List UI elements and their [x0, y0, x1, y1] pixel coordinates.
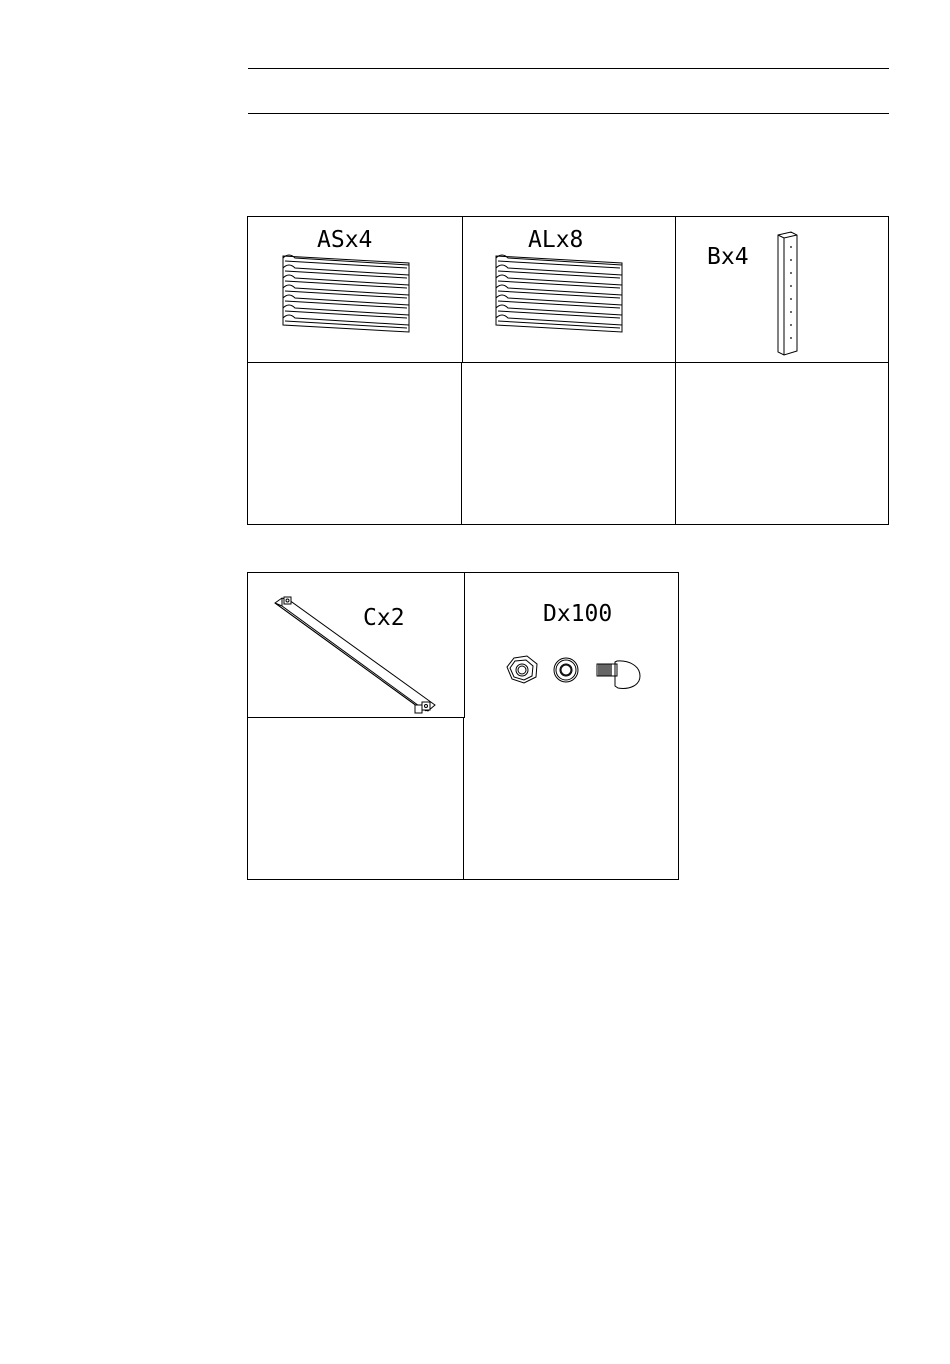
diagonal-bar-icon — [272, 595, 437, 719]
part-label-b: Bx4 — [707, 244, 749, 270]
part-cell-al — [462, 217, 675, 362]
part-label-c: Cx2 — [363, 605, 405, 631]
parts-table-2 — [247, 572, 679, 880]
part-notes-b — [676, 363, 888, 524]
corrugated-panel-long-icon — [494, 253, 624, 335]
header-rule-top — [248, 68, 889, 69]
part-label-as: ASx4 — [317, 227, 373, 253]
vertical-post-icon — [775, 231, 801, 357]
nut-washer-bolt-icon — [505, 654, 645, 696]
part-notes-d — [464, 718, 678, 879]
part-cell-c — [248, 573, 464, 718]
part-cell-b — [675, 217, 888, 362]
corrugated-panel-short-icon — [281, 253, 411, 335]
part-notes-c — [248, 718, 463, 879]
parts-table-1 — [247, 216, 889, 525]
part-label-al: ALx8 — [528, 227, 584, 253]
part-cell-as — [248, 217, 462, 362]
part-notes-al — [462, 363, 675, 524]
part-notes-as — [248, 363, 461, 524]
part-label-d: Dx100 — [543, 601, 613, 627]
part-cell-d — [465, 573, 678, 718]
header-rule-bottom — [248, 113, 889, 114]
